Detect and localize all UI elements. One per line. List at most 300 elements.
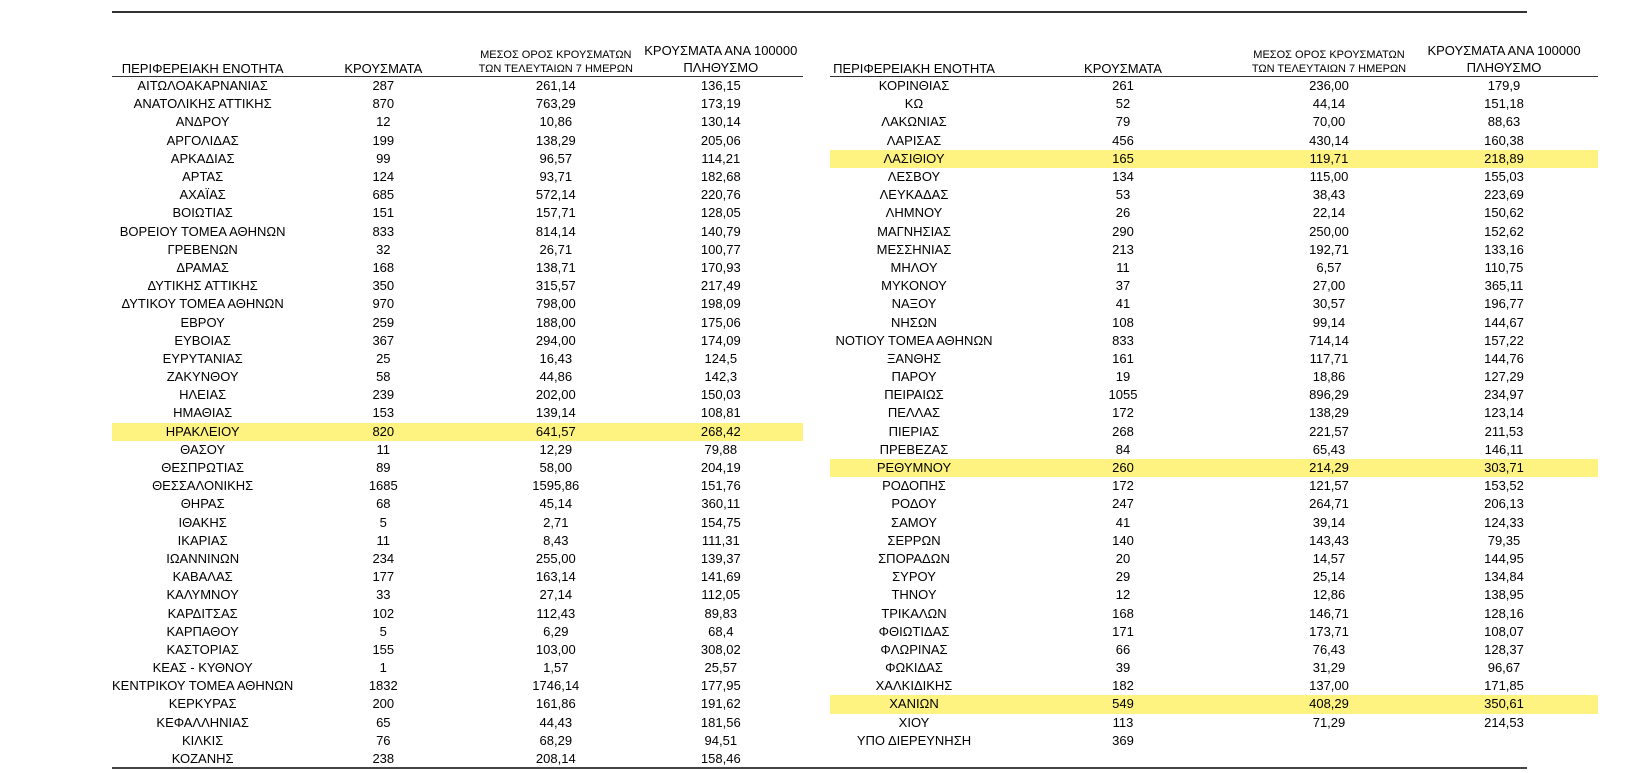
table-row (830, 404, 1598, 422)
avg7-cell: 814,14 (535, 223, 576, 239)
region-cell: ΘΗΡΑΣ (180, 496, 225, 512)
cases-cell: 200 (372, 696, 395, 712)
region-cell: ΣΕΡΡΩΝ (887, 532, 941, 548)
cases-cell: 970 (372, 296, 395, 312)
region-cell: ΜΗΛΟΥ (890, 259, 938, 275)
region-cell: ΧΑΝΙΩΝ (830, 695, 998, 713)
table-row (830, 77, 1598, 96)
region-cell: ΓΡΕΒΕΝΩΝ (167, 241, 238, 257)
cases-cell: 238 (372, 751, 395, 767)
region-cell: ΑΡΓΟΛΙΔΑΣ (166, 132, 239, 148)
region-cell: ΕΥΒΟΙΑΣ (174, 332, 231, 348)
cases-cell: 153 (372, 405, 395, 421)
per100k-cell: 79,88 (704, 441, 738, 457)
region-cell: ΚΑΣΤΟΡΙΑΣ (166, 641, 239, 657)
per100k-cell: 79,35 (1487, 532, 1521, 548)
table-row (830, 604, 1598, 622)
region-cell: ΦΩΚΙΔΑΣ (885, 660, 943, 676)
cases-cell: 290 (1112, 223, 1134, 239)
cases-cell: 287 (372, 78, 395, 94)
table-row (830, 204, 1598, 222)
table-row (112, 95, 803, 113)
avg7-cell: 115,00 (1309, 169, 1349, 185)
region-cell: ΛΕΥΚΑΔΑΣ (879, 187, 949, 203)
cases-cell: 168 (372, 259, 395, 275)
region-cell: ΠΡΕΒΕΖΑΣ (879, 441, 949, 457)
per100k-cell: 217,49 (700, 278, 741, 294)
cases-cell: 25 (376, 350, 391, 366)
per100k-cell: 268,42 (638, 423, 803, 441)
region-cell: ΚΑΡΔΙΤΣΑΣ (167, 605, 238, 621)
table-row (830, 695, 1598, 713)
cases-cell: 26 (1115, 205, 1131, 221)
table-row (830, 568, 1598, 586)
region-cell: ΚΑΒΑΛΑΣ (172, 569, 233, 585)
per100k-cell: 206,13 (1484, 496, 1524, 512)
per100k-cell: 136,15 (700, 78, 741, 94)
avg7-cell: 188,00 (535, 314, 576, 330)
cases-cell: 84 (1115, 441, 1131, 457)
cases-cell: 5 (379, 623, 387, 639)
cases-cell: 168 (1112, 605, 1134, 621)
per100k-cell: 177,95 (700, 678, 741, 694)
avg7-cell: 6,57 (1316, 259, 1342, 275)
avg7-cell: 38,43 (1312, 187, 1346, 203)
per100k-cell: 303,71 (1410, 459, 1598, 477)
table-row (112, 459, 803, 477)
avg7-cell: 26,71 (539, 241, 573, 257)
cases-cell: 12 (1115, 587, 1131, 603)
avg7-cell: 27,14 (539, 587, 573, 603)
avg7-cell: 896,29 (1309, 387, 1349, 403)
per100k-cell: 158,46 (700, 751, 741, 767)
region-cell: ΧΙΟΥ (898, 714, 930, 730)
avg7-cell: 2,71 (543, 514, 569, 530)
table-row (112, 259, 803, 277)
table-row (112, 168, 803, 186)
region-cell: ΔΡΑΜΑΣ (176, 259, 229, 275)
region-cell: ΙΩΑΝΝΙΝΩΝ (166, 550, 240, 566)
cases-cell: 37 (1115, 278, 1131, 294)
avg7-cell: 10,86 (539, 114, 573, 130)
avg7-cell: 76,43 (1312, 641, 1346, 657)
cases-cell: 1 (379, 660, 387, 676)
per100k-cell: 153,52 (1484, 478, 1524, 494)
cases-cell: 239 (372, 387, 395, 403)
per100k-cell: 111,31 (701, 532, 740, 548)
avg7-cell: 1,57 (543, 660, 569, 676)
region-cell: ΒΟΡΕΙΟΥ ΤΟΜΕΑ ΑΘΗΝΩΝ (119, 223, 286, 239)
cases-cell: 66 (1115, 641, 1131, 657)
region-cell: ΙΘΑΚΗΣ (178, 514, 227, 530)
per100k-cell: 191,62 (700, 696, 741, 712)
avg7-cell: 99,14 (1312, 314, 1346, 330)
table-row (830, 441, 1598, 459)
cases-table-left (112, 38, 803, 768)
region-cell: ΜΥΚΟΝΟΥ (881, 278, 947, 294)
per100k-cell: 123,14 (1484, 405, 1524, 421)
table-row (830, 113, 1598, 131)
per100k-cell: 128,05 (700, 205, 741, 221)
cases-cell: 268 (1112, 423, 1134, 439)
avg7-cell: 294,00 (535, 332, 576, 348)
cases-cell: 369 (1112, 732, 1134, 748)
region-cell: ΞΑΝΘΗΣ (886, 350, 942, 366)
region-cell: ΝΟΤΙΟΥ ΤΟΜΕΑ ΑΘΗΝΩΝ (835, 332, 993, 348)
table-row (112, 641, 803, 659)
region-cell: ΑΝΔΡΟΥ (175, 114, 230, 130)
region-cell: ΑΡΤΑΣ (182, 169, 224, 185)
avg7-cell: 157,71 (535, 205, 576, 221)
region-cell: ΡΟΔΟΠΗΣ (882, 478, 946, 494)
avg7-cell: 192,71 (1309, 241, 1349, 257)
cases-cell: 20 (1115, 550, 1131, 566)
cases-cell: 870 (372, 96, 395, 112)
table-row (830, 368, 1598, 386)
per100k-cell: 179,9 (1487, 78, 1521, 94)
cases-cell: 833 (372, 223, 395, 239)
per100k-cell: 365,11 (1484, 278, 1524, 294)
avg7-cell: 65,43 (1312, 441, 1346, 457)
cases-cell: 1832 (368, 678, 398, 694)
table-row (830, 641, 1598, 659)
table-row (112, 223, 803, 241)
table-row (112, 150, 803, 168)
cases-cell: 29 (1115, 569, 1131, 585)
cases-cell: 39 (1115, 660, 1131, 676)
avg7-cell: 138,29 (535, 132, 576, 148)
avg7-cell: 138,71 (535, 259, 576, 275)
avg7-cell: 121,57 (1309, 478, 1349, 494)
avg7-cell: 408,29 (1248, 695, 1410, 713)
cases-cell: 177 (372, 569, 395, 585)
avg7-cell: 714,14 (1309, 332, 1349, 348)
table-body-right (830, 77, 1598, 750)
avg7-cell: 31,29 (1312, 660, 1346, 676)
cases-cell: 1055 (1108, 387, 1138, 403)
right-table-panel (830, 38, 1598, 750)
cases-cell: 19 (1115, 369, 1131, 385)
table-row (830, 586, 1598, 604)
per100k-cell: 144,95 (1484, 550, 1524, 566)
cases-cell: 113 (1112, 714, 1134, 730)
region-cell: ΚΕΝΤΡΙΚΟΥ ΤΟΜΕΑ ΑΘΗΝΩΝ (112, 678, 294, 694)
header-per100k: ΚΡΟΥΣΜΑΤΑ ΑΝΑ 100000 ΠΛΗΘΥΣΜΟ (1410, 38, 1598, 77)
avg7-cell: 137,00 (1309, 678, 1349, 694)
region-cell: ΚΕΦΑΛΛΗΝΙΑΣ (156, 714, 249, 730)
region-cell: ΚΙΛΚΙΣ (182, 732, 224, 748)
table-row (830, 623, 1598, 641)
cases-cell: 76 (376, 732, 391, 748)
avg7-cell: 161,86 (535, 696, 576, 712)
region-cell: ΒΟΙΩΤΙΑΣ (172, 205, 233, 221)
table-row (830, 659, 1598, 677)
header-avg7: ΜΕΣΟΣ ΟΡΟΣ ΚΡΟΥΣΜΑΤΩΝ ΤΩΝ ΤΕΛΕΥΤΑΙΩΝ 7 ΗΜΕΡΩΝ (473, 38, 638, 77)
cases-cell: 102 (372, 605, 395, 621)
region-cell: ΚΟΖΑΝΗΣ (171, 751, 234, 767)
cases-cell: 79 (1115, 114, 1131, 130)
table-row (830, 459, 1598, 477)
region-cell: ΡΟΔΟΥ (891, 496, 937, 512)
per100k-cell: 133,16 (1484, 241, 1524, 257)
per100k-cell: 68,4 (708, 623, 734, 639)
avg7-cell: 68,29 (539, 732, 573, 748)
table-row (830, 550, 1598, 568)
region-cell: ΘΑΣΟΥ (180, 441, 226, 457)
cases-cell: 155 (372, 641, 395, 657)
region-cell: ΠΕΙΡΑΙΩΣ (884, 387, 944, 403)
avg7-cell: 641,57 (473, 423, 638, 441)
region-cell: ΣΠΟΡΑΔΩΝ (878, 550, 950, 566)
region-cell: ΜΕΣΣΗΝΙΑΣ (876, 241, 952, 257)
region-cell: ΝΗΣΩΝ (891, 314, 937, 330)
per100k-cell: 218,89 (1410, 150, 1598, 168)
per100k-cell: 150,62 (1484, 205, 1524, 221)
region-cell: ΚΩ (904, 96, 924, 112)
region-cell: ΘΕΣΣΑΛΟΝΙΚΗΣ (152, 478, 254, 494)
table-row (112, 677, 803, 695)
region-cell: ΠΕΛΛΑΣ (887, 405, 941, 421)
avg7-cell (1248, 732, 1410, 750)
per100k-cell: 134,84 (1484, 569, 1524, 585)
avg7-cell: 261,14 (535, 78, 576, 94)
cases-cell: 213 (1112, 241, 1134, 257)
table-row (112, 441, 803, 459)
table-row (112, 550, 803, 568)
per100k-cell: 154,75 (700, 514, 741, 530)
avg7-cell: 236,00 (1309, 78, 1349, 94)
avg7-cell: 1746,14 (532, 678, 580, 694)
per100k-cell: 360,11 (701, 496, 741, 512)
avg7-cell: 12,29 (539, 441, 573, 457)
table-row (112, 732, 803, 750)
table-row (112, 332, 803, 350)
cases-cell: 108 (1112, 314, 1134, 330)
avg7-cell: 798,00 (535, 296, 576, 312)
per100k-cell: 214,53 (1484, 714, 1524, 730)
avg7-cell: 71,29 (1312, 714, 1346, 730)
per100k-cell: 25,57 (704, 660, 738, 676)
avg7-cell: 138,29 (1309, 405, 1349, 421)
table-row (112, 350, 803, 368)
table-row (112, 495, 803, 513)
region-cell: ΗΡΑΚΛΕΙΟΥ (112, 423, 293, 441)
table-row (112, 386, 803, 404)
avg7-cell: 112,43 (536, 605, 576, 621)
cases-cell: 12 (376, 114, 391, 130)
table-row (830, 277, 1598, 295)
region-cell: ΠΑΡΟΥ (891, 369, 937, 385)
table-row (830, 350, 1598, 368)
table-row (112, 623, 803, 641)
region-cell: ΚΑΛΥΜΝΟΥ (166, 587, 239, 603)
avg7-cell: 45,14 (539, 496, 573, 512)
region-cell: ΝΑΞΟΥ (891, 296, 937, 312)
avg7-cell: 18,86 (1312, 369, 1346, 385)
per100k-cell: 96,67 (1487, 660, 1521, 676)
per100k-cell: 198,09 (700, 296, 741, 312)
region-cell: ΚΑΡΠΑΘΟΥ (166, 623, 239, 639)
per100k-cell: 141,69 (700, 569, 741, 585)
header-region: ΠΕΡΙΦΕΡΕΙΑΚΗ ΕΝΟΤΗΤΑ (112, 38, 293, 77)
table-row (830, 186, 1598, 204)
cases-cell: 89 (376, 460, 391, 476)
per100k-cell: 108,81 (700, 405, 741, 421)
avg7-cell: 93,71 (539, 169, 573, 185)
avg7-cell: 146,71 (1309, 605, 1349, 621)
table-row (112, 568, 803, 586)
table-row (112, 313, 803, 331)
region-cell: ΛΑΡΙΣΑΣ (886, 132, 942, 148)
region-cell: ΛΑΣΙΘΙΟΥ (830, 150, 998, 168)
table-row (830, 150, 1598, 168)
cases-cell: 549 (998, 695, 1248, 713)
per100k-cell: 350,61 (1410, 695, 1598, 713)
table-row (112, 514, 803, 532)
per100k-cell: 151,76 (700, 478, 741, 494)
per100k-cell: 220,76 (700, 187, 741, 203)
table-row (830, 732, 1598, 750)
table-row (112, 404, 803, 422)
cases-cell: 11 (376, 441, 391, 457)
table-row (112, 586, 803, 604)
per100k-cell: 142,3 (704, 369, 738, 385)
header-row (112, 38, 803, 77)
cases-cell: 41 (1115, 514, 1131, 530)
region-cell: ΡΕΘΥΜΝΟΥ (830, 459, 998, 477)
per100k-cell: 144,76 (1484, 350, 1524, 366)
cases-cell: 182 (1112, 678, 1134, 694)
region-cell: ΑΙΤΩΛΟΑΚΑΡΝΑΝΙΑΣ (137, 78, 268, 94)
cases-cell: 260 (998, 459, 1248, 477)
avg7-cell: 572,14 (535, 187, 576, 203)
left-table-panel (112, 38, 803, 768)
table-row (112, 477, 803, 495)
per100k-cell (1410, 732, 1598, 750)
table-row (830, 514, 1598, 532)
table-row (112, 750, 803, 768)
per100k-cell: 150,03 (700, 387, 741, 403)
per100k-cell: 155,03 (1484, 169, 1524, 185)
cases-cell: 199 (372, 132, 395, 148)
per100k-cell: 204,19 (700, 460, 741, 476)
per100k-cell: 160,38 (1484, 132, 1524, 148)
per100k-cell: 152,62 (1484, 223, 1524, 239)
table-row (830, 132, 1598, 150)
per100k-cell: 211,53 (1484, 423, 1524, 439)
table-row (830, 223, 1598, 241)
table-row (112, 241, 803, 259)
top-rule (112, 11, 1527, 13)
avg7-cell: 117,71 (1309, 350, 1349, 366)
region-cell: ΕΥΡΥΤΑΝΙΑΣ (162, 350, 243, 366)
per100k-cell: 157,22 (1484, 332, 1524, 348)
avg7-cell: 202,00 (535, 387, 576, 403)
per100k-cell: 151,18 (1484, 96, 1524, 112)
table-row (830, 677, 1598, 695)
cases-cell: 161 (1112, 350, 1134, 366)
cases-cell: 350 (372, 278, 395, 294)
table-row (112, 368, 803, 386)
avg7-cell: 250,00 (1309, 223, 1349, 239)
cases-cell: 65 (376, 714, 391, 730)
cases-cell: 124 (372, 169, 395, 185)
cases-cell: 140 (1112, 532, 1134, 548)
table-row (112, 604, 803, 622)
table-row (112, 132, 803, 150)
table-row (112, 77, 803, 96)
cases-cell: 247 (1112, 496, 1134, 512)
table-row (112, 659, 803, 677)
per100k-cell: 308,02 (700, 641, 741, 657)
header-cases: ΚΡΟΥΣΜΑΤΑ (998, 38, 1248, 77)
cases-cell: 685 (372, 187, 395, 203)
avg7-cell: 139,14 (535, 405, 576, 421)
avg7-cell: 763,29 (535, 96, 576, 112)
avg7-cell: 22,14 (1312, 205, 1346, 221)
per100k-cell: 112,05 (701, 587, 741, 603)
cases-cell: 32 (376, 241, 391, 257)
cases-cell: 53 (1115, 187, 1131, 203)
table-row (112, 277, 803, 295)
header-per100k: ΚΡΟΥΣΜΑΤΑ ΑΝΑ 100000 ΠΛΗΘΥΣΜΟ (638, 38, 803, 77)
table-row (830, 313, 1598, 331)
per100k-cell: 100,77 (700, 241, 741, 257)
per100k-cell: 139,37 (700, 550, 741, 566)
table-row (112, 186, 803, 204)
region-cell: ΣΑΜΟΥ (891, 514, 937, 530)
avg7-cell: 173,71 (1309, 623, 1349, 639)
region-cell: ΛΑΚΩΝΙΑΣ (881, 114, 947, 130)
cases-cell: 68 (376, 496, 391, 512)
table-row (830, 295, 1598, 313)
per100k-cell: 108,07 (1484, 623, 1524, 639)
table-row (112, 695, 803, 713)
avg7-cell: 119,71 (1248, 150, 1410, 168)
region-cell: ΤΡΙΚΑΛΩΝ (881, 605, 947, 621)
cases-cell: 259 (372, 314, 395, 330)
cases-cell: 833 (1112, 332, 1134, 348)
avg7-cell: 30,57 (1312, 296, 1346, 312)
table-row (830, 714, 1598, 732)
per100k-cell: 170,93 (700, 259, 741, 275)
avg7-cell: 44,43 (539, 714, 573, 730)
region-cell: ΙΚΑΡΙΑΣ (177, 532, 228, 548)
avg7-cell: 163,14 (535, 569, 576, 585)
cases-table-right (830, 38, 1598, 750)
avg7-cell: 14,57 (1312, 550, 1346, 566)
cases-cell: 172 (1112, 405, 1134, 421)
table-row (830, 95, 1598, 113)
per100k-cell: 182,68 (700, 169, 741, 185)
cases-cell: 5 (379, 514, 387, 530)
region-cell: ΚΟΡΙΝΘΙΑΣ (878, 78, 950, 94)
per100k-cell: 114,21 (701, 150, 741, 166)
cases-cell: 261 (1112, 78, 1134, 94)
region-cell: ΦΛΩΡΙΝΑΣ (880, 641, 948, 657)
header-avg7: ΜΕΣΟΣ ΟΡΟΣ ΚΡΟΥΣΜΑΤΩΝ ΤΩΝ ΤΕΛΕΥΤΑΙΩΝ 7 ΗΜΕΡΩΝ (1248, 38, 1410, 77)
per100k-cell: 223,69 (1484, 187, 1524, 203)
region-cell: ΑΡΚΑΔΙΑΣ (170, 150, 235, 166)
cases-cell: 367 (372, 332, 395, 348)
cases-cell: 456 (1112, 132, 1134, 148)
table-row (830, 332, 1598, 350)
table-row (112, 423, 803, 441)
cases-cell: 11 (376, 532, 391, 548)
region-cell: ΣΥΡΟΥ (892, 569, 936, 585)
table-row (112, 295, 803, 313)
cases-cell: 1685 (368, 478, 398, 494)
